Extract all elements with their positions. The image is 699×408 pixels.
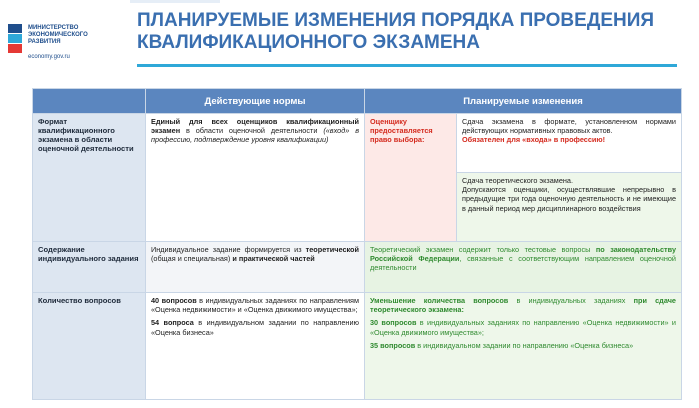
table-row — [33, 293, 682, 400]
current-content-b1: теоретической — [305, 245, 359, 254]
exam-changes-table — [32, 88, 682, 400]
planned-option-1-mandatory: Обязателен для «входа» в профессию! — [462, 135, 606, 145]
top-accent-bar — [130, 0, 220, 3]
choice-cell: Оценщику предоставляется право выбора: — [365, 114, 457, 242]
planned-option-1-text: Сдача экзамена в формате, установленном нормами действующих нормативных правовых актов. — [462, 117, 676, 136]
page-title: ПЛАНИРУЕМЫЕ ИЗМЕНЕНИЯ ПОРЯДКА ПРОВЕДЕНИЯ КВАЛИФИКАЦИОННОГО ЭКЗАМЕНА — [137, 10, 655, 53]
current-content-cell — [146, 242, 365, 293]
planned-option-2-text: Допускаются оценщики, осуществлявшие непрерывно в предыдущие три года оценочную деятельность и не имеющие в данный период мер дисциплинарного воздействия — [462, 185, 676, 213]
ministry-emblem-icon — [8, 24, 22, 54]
planned-count-p1 — [370, 318, 676, 336]
planned-content-a: Теоретический экзамен содержит только тестовые вопросы — [370, 245, 596, 254]
planned-count-p2-bold: 35 вопросов — [370, 340, 416, 350]
header-current-norms: Действующие нормы — [146, 89, 365, 114]
current-count-cell — [146, 293, 365, 400]
current-format-text: в области оценочной деятельности — [180, 126, 324, 136]
planned-option-2-title: Сдача теоретического экзамена. — [462, 176, 573, 185]
header-planned-changes: Планируемые изменения — [365, 89, 682, 114]
current-count-p2-bold: 54 вопроса — [151, 318, 194, 328]
current-format-italic: («вход» в профессию, подтверждение уровня квалификации) — [151, 126, 360, 145]
current-count-p1-text: в индивидуальных заданиях по направлениям «Оценка недвижимости» и «Оценка движимого имущества»; — [151, 296, 359, 315]
current-content-b2: и практической частей — [232, 254, 315, 264]
row-label-count: Количество вопросов — [33, 293, 146, 400]
planned-count-head-text: в индивидуальных заданиях — [508, 296, 634, 305]
planned-content-cell — [365, 242, 682, 293]
planned-count-p1-bold: 30 вопросов — [370, 318, 417, 328]
current-count-p2-text: в индивидуальном задании по направлению «Оценка бизнеса» — [151, 318, 360, 337]
planned-count-head-bold2: при сдаче теоретического экзамена: — [370, 296, 676, 315]
planned-option-2 — [457, 173, 682, 242]
planned-count-p1-text: в индивидуальных заданиях по направлению «Оценка недвижимости» и «Оценка движимого имущества»; — [370, 318, 676, 337]
planned-count-cell — [365, 293, 682, 400]
table-row — [33, 114, 682, 173]
planned-content-b: по законодательству Российской Федерации — [370, 245, 676, 264]
ministry-name: МИНИСТЕРСТВО ЭКОНОМИЧЕСКОГО РАЗВИТИЯ — [28, 25, 88, 46]
ministry-url: economy.gov.ru — [28, 54, 70, 60]
table-header-row — [33, 89, 682, 114]
planned-content-c: , связанные с соответствующим направлением оценочной деятельности — [370, 254, 677, 273]
planned-option-1 — [457, 114, 682, 173]
row-label-format: Формат квалификационного экзамена в области оценочной деятельности — [33, 114, 146, 242]
current-format-bold: Единый для всех оценщиков квалификационный экзамен — [151, 117, 359, 136]
current-count-p1 — [151, 296, 359, 314]
current-content-a: Индивидуальное задание формируется из — [151, 245, 306, 254]
current-content-c: (общая и специальная) — [151, 254, 233, 264]
title-divider — [137, 64, 677, 67]
table-row — [33, 242, 682, 293]
current-count-p1-bold: 40 вопросов — [151, 296, 197, 305]
row-label-content: Содержание индивидуального задания — [33, 242, 146, 293]
current-format-cell — [146, 114, 365, 242]
header-blank-cell — [33, 89, 146, 114]
planned-count-head — [370, 296, 676, 314]
current-count-p2 — [151, 318, 359, 336]
planned-count-p2-text: в индивидуальном задании по направлению «Оценка бизнеса» — [415, 340, 634, 350]
page-header — [0, 0, 699, 85]
planned-count-head-bold: Уменьшение количества вопросов — [370, 296, 509, 305]
planned-count-p2 — [370, 341, 676, 350]
